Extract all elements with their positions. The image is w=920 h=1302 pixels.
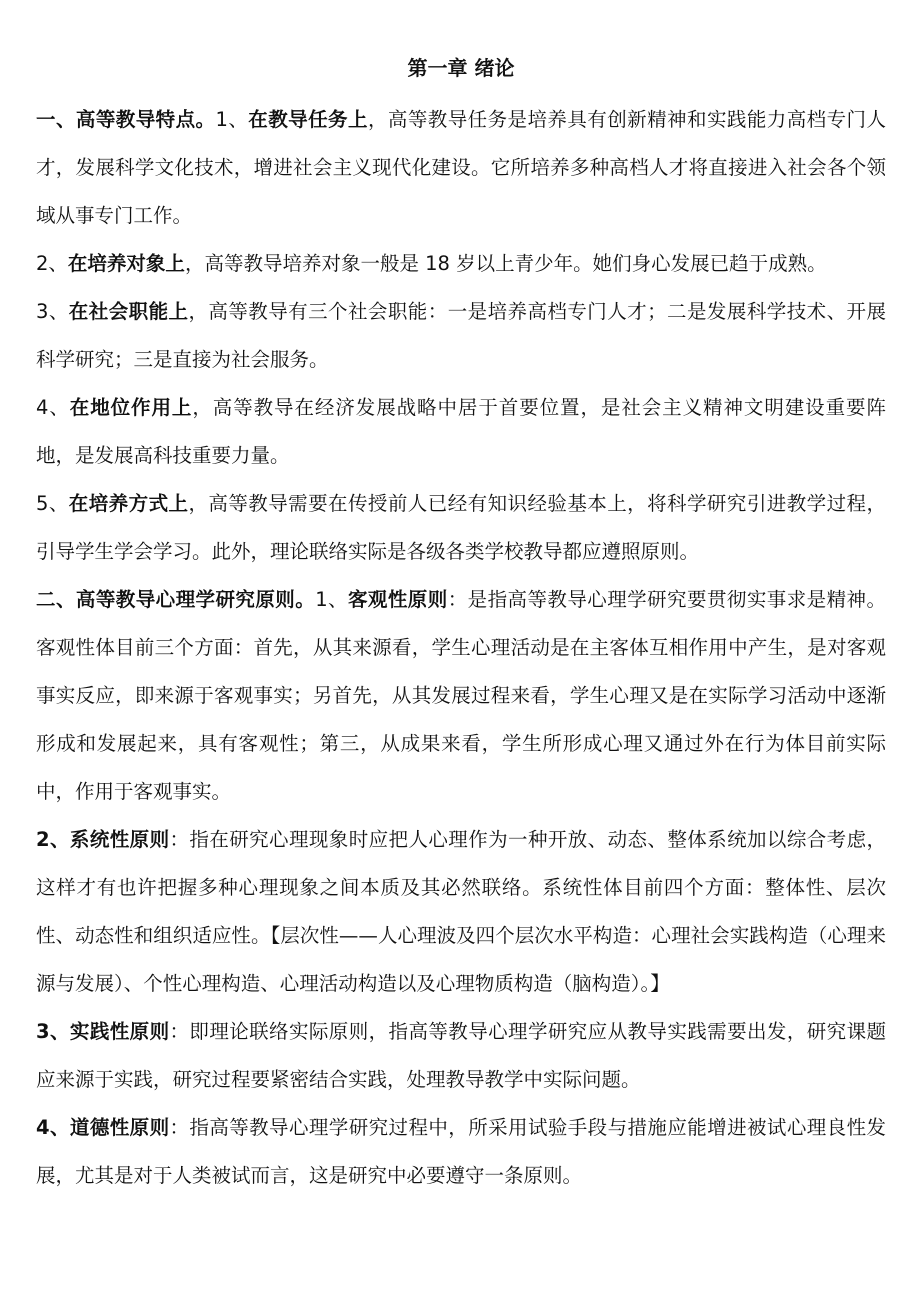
item-number: 2、	[36, 828, 70, 851]
item-keyword: 在教导任务上	[248, 108, 368, 131]
item-text: ，高等教导培养对象一般是 18 岁以上青少年。她们身心发展已趋于成熟。	[184, 252, 827, 275]
item-number: 3、	[36, 300, 69, 323]
section-2-principles	[36, 576, 886, 816]
item-note: 【层次性——人心理波及四个层次水平构造：心理社会实践构造（心理来源与发展）、个性心理构造、心理活动构造以及心理物质构造（脑构造）。】	[36, 924, 886, 995]
item-number: 2、	[36, 252, 68, 275]
item-text: ：即理论联络实际原则，指高等教导心理学研究应从教导实践需要出发，研究课题应来源于实践，研究过程要紧密结合实践，处理教导教学中实际问题。	[36, 1020, 886, 1091]
item-text: ：指高等教导心理学研究过程中，所采用试验手段与措施应能增进被试心理良性发展，尤其是对于人类被试而言，这是研究中必要遵守一条原则。	[36, 1116, 886, 1187]
item-number: 4、	[36, 396, 70, 419]
document-page	[36, 52, 886, 1200]
item-text: ，高等教导任务是培养具有创新精神和实践能力高档专门人才，发展科学文化技术，增进社会主义现代化建设。它所培养多种高档人才将直接进入社会各个领域从事专门工作。	[36, 108, 886, 227]
paragraph-item	[36, 816, 886, 1008]
item-number: 5、	[36, 492, 69, 515]
item-number: 1、	[315, 588, 348, 611]
paragraph-item	[36, 288, 886, 384]
paragraph-item	[36, 240, 886, 288]
item-keyword: 在社会职能上	[68, 300, 189, 323]
item-text: ，高等教导有三个社会职能：一是培养高档专门人才；二是发展科学技术、开展科学研究；三是直接为社会服务。	[36, 300, 886, 371]
item-keyword: 在培养对象上	[67, 252, 185, 275]
item-keyword: 客观性原则	[347, 588, 448, 611]
item-text: ，高等教导需要在传授前人已经有知识经验基本上，将科学研究引进教学过程，引导学生学会学习。此外，理论联络实际是各级各类学校教导都应遵照原则。	[36, 492, 886, 563]
item-text: ，高等教导在经济发展战略中居于首要位置，是社会主义精神文明建设重要阵地，是发展高科技重要力量。	[36, 396, 886, 467]
item-keyword: 在培养方式上	[68, 492, 189, 515]
section-heading: 一、高等教导特点。	[36, 108, 216, 131]
paragraph-item	[36, 1008, 886, 1104]
item-keyword: 在地位作用上	[69, 396, 193, 419]
item-text: ：是指高等教导心理学研究要贯彻实事求是精神。客观性体目前三个方面：首先，从其来源看，学生心理活动是在主客体互相作用中产生，是对客观事实反应，即来源于客观事实；另首先，从其发展过程来看，学生心理又是在实际学习活动中逐渐形成和发展起来，具有客观性；第三，从成果来看，学生所形成心理又通过外在行为体目前实际中，作用于客观事实。	[36, 588, 886, 803]
item-number: 3、	[36, 1020, 70, 1043]
paragraph-item	[36, 384, 886, 480]
item-keyword: 系统性原则	[69, 828, 170, 851]
item-text: ：指在研究心理现象时应把人心理作为一种开放、动态、整体系统加以综合考虑，这样才有也许把握多种心理现象之间本质及其必然联络。系统性体目前四个方面：整体性、层次性、动态性和组织适应性。	[36, 828, 886, 947]
item-number: 1、	[215, 108, 249, 131]
item-number: 4、	[36, 1116, 70, 1139]
section-heading: 二、高等教导心理学研究原则。	[36, 588, 316, 611]
item-keyword: 实践性原则	[69, 1020, 170, 1043]
paragraph-item	[36, 1104, 886, 1200]
chapter-title: 第一章 绪论	[407, 56, 515, 80]
section-1-features	[36, 96, 886, 240]
item-keyword: 道德性原则	[69, 1116, 170, 1139]
paragraph-item	[36, 480, 886, 576]
